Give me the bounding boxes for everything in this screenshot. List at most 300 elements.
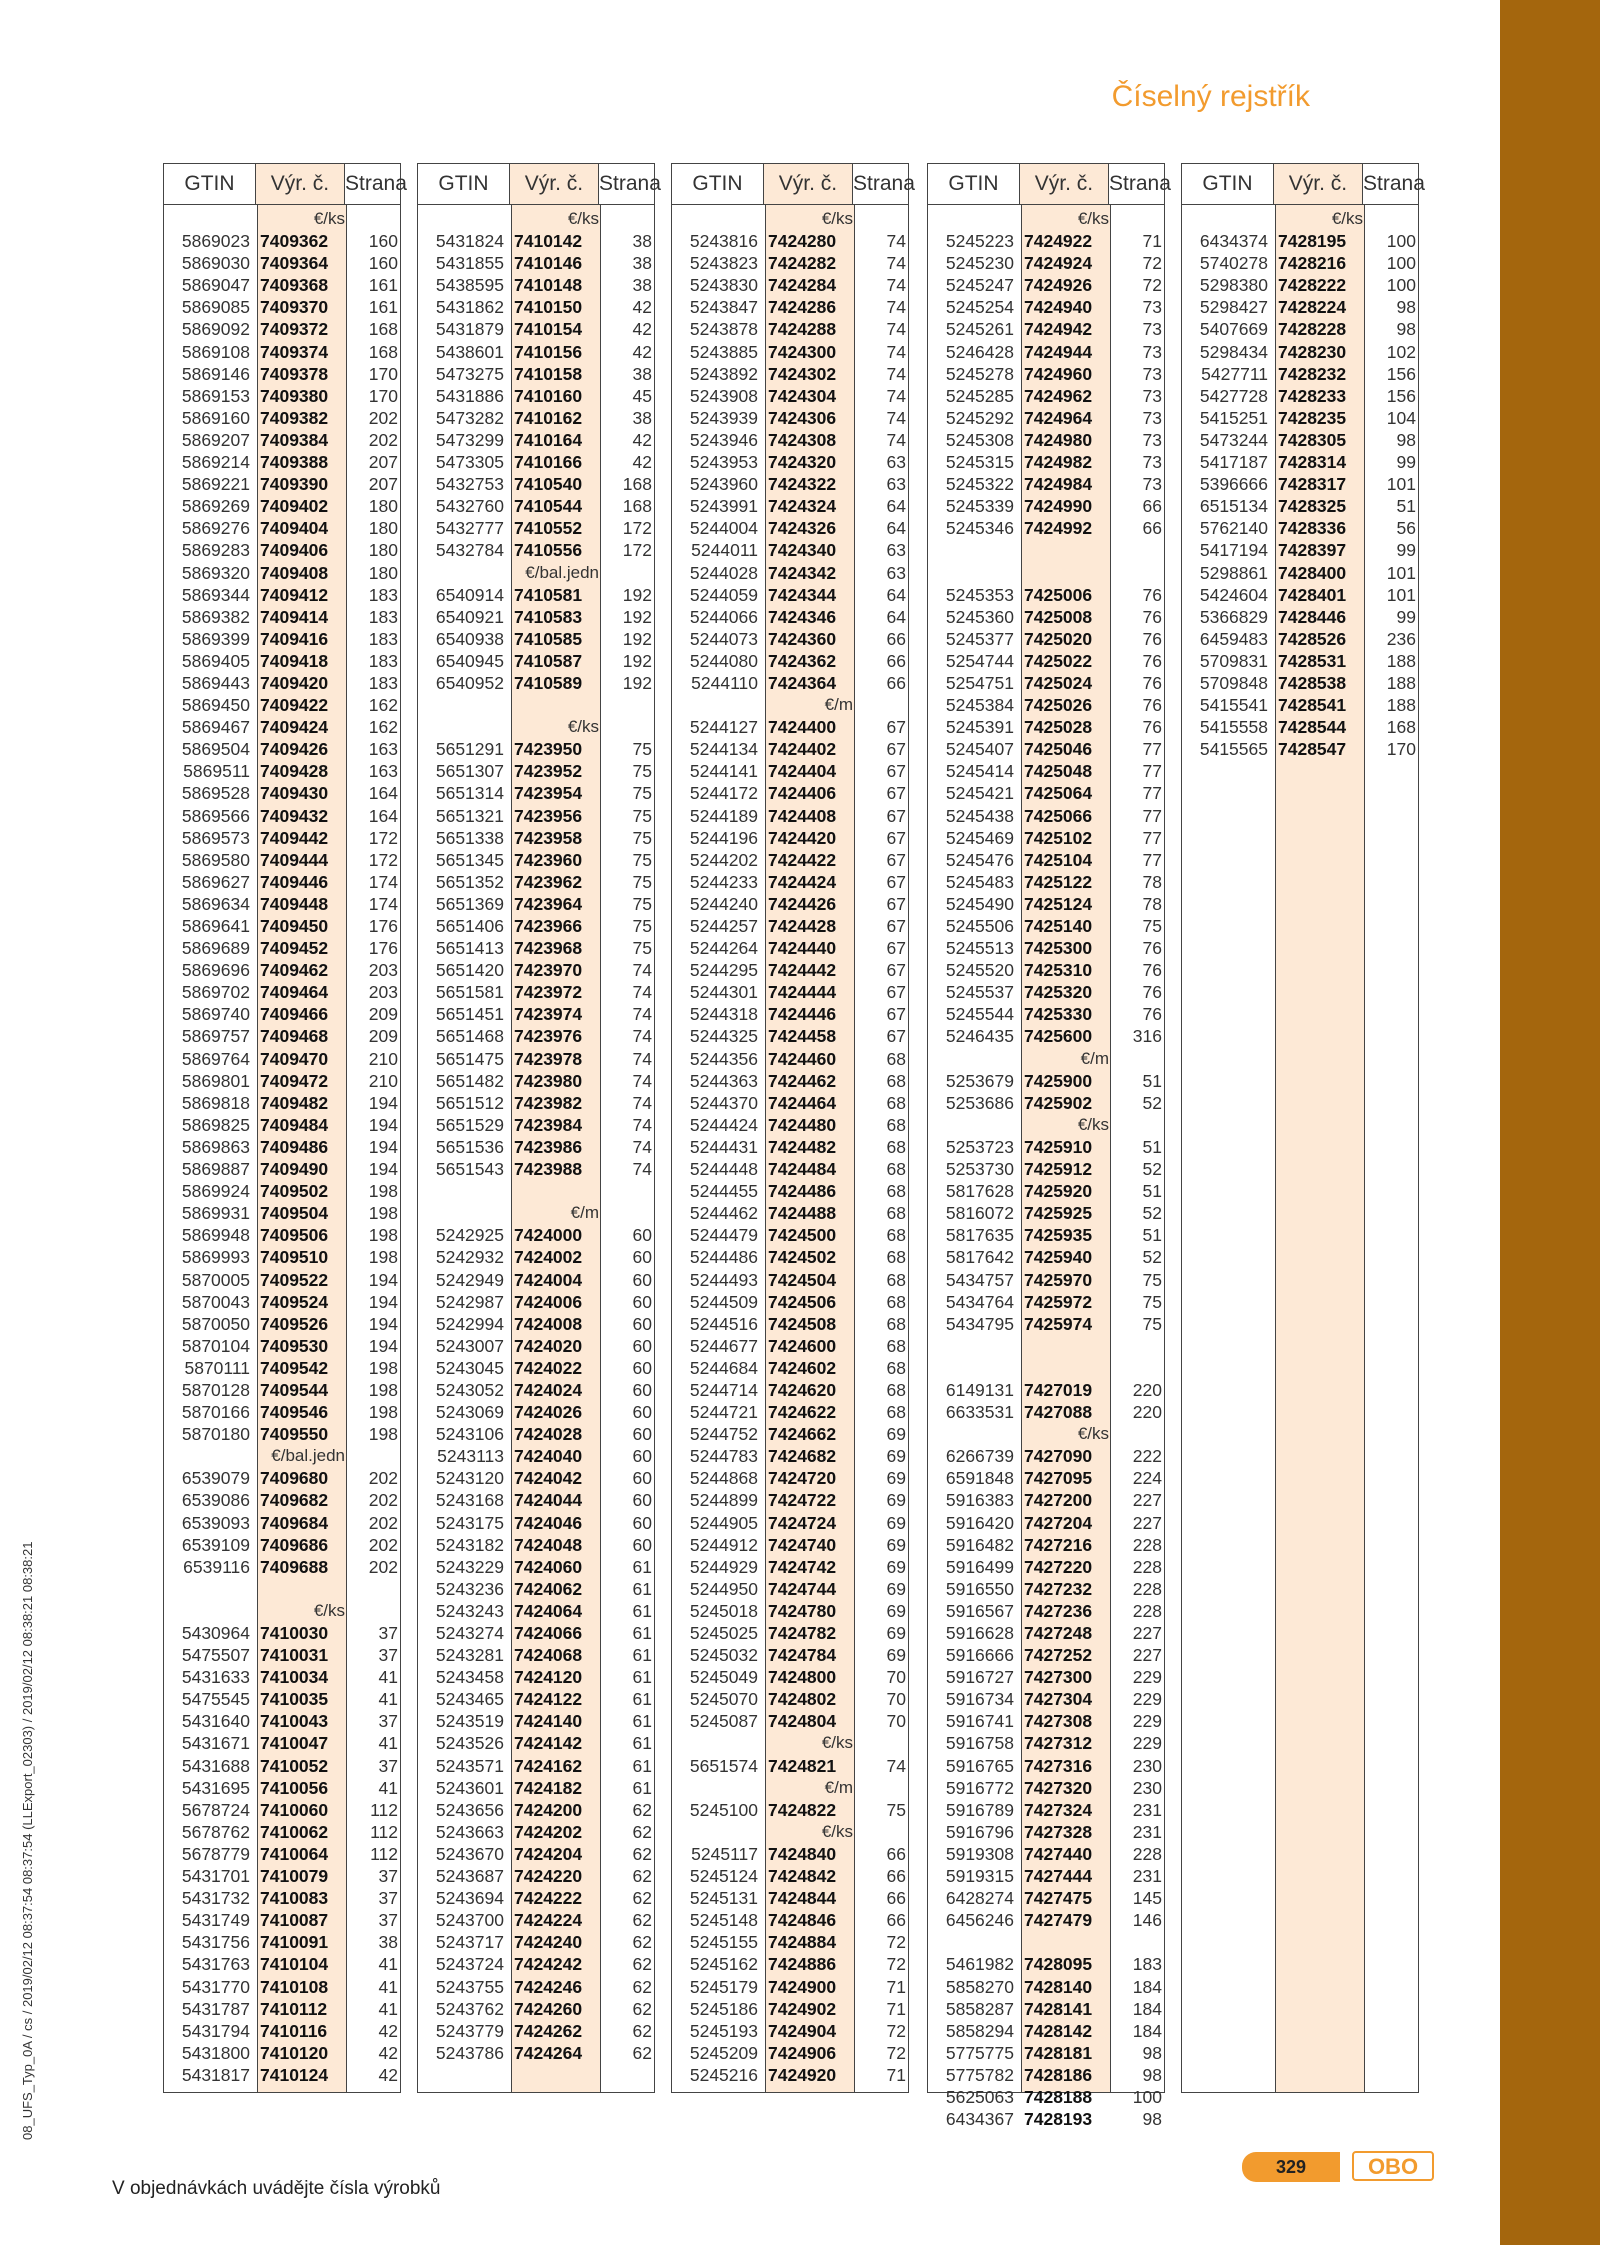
- gtin-cell: 5243519: [435, 1711, 504, 1732]
- gtin-cell: 5651581: [435, 982, 504, 1003]
- item-number-cell: 7409470: [260, 1048, 329, 1069]
- page-cell: 72: [886, 1932, 906, 1953]
- item-number-cell: 7428305: [1278, 429, 1347, 450]
- item-number-cell: 7409462: [260, 960, 329, 981]
- gtin-cell: 5244202: [689, 849, 758, 870]
- table-row: [164, 429, 400, 451]
- table-row: [928, 1467, 1164, 1489]
- table-row: [672, 1180, 908, 1202]
- spacer-row: [928, 539, 1164, 561]
- page-cell: 61: [632, 1578, 652, 1599]
- page-cell: 52: [1142, 1159, 1162, 1180]
- page-cell: 98: [1142, 2064, 1162, 2085]
- page-cell: 68: [886, 1291, 906, 1312]
- page-cell: 69: [886, 1534, 906, 1555]
- table-row: [164, 694, 400, 716]
- page-cell: 75: [632, 849, 652, 870]
- gtin-cell: 5244479: [689, 1225, 758, 1246]
- item-number-cell: [514, 1180, 604, 1202]
- page-cell: 230: [1132, 1777, 1162, 1798]
- table-row: [418, 760, 654, 782]
- gtin-cell: 5869504: [181, 739, 250, 760]
- page-cell: 77: [1142, 805, 1162, 826]
- page-cell: 62: [632, 2042, 652, 2063]
- page-cell: 68: [886, 1136, 906, 1157]
- table-row: [1182, 451, 1418, 473]
- item-number-cell: 7409422: [260, 695, 329, 716]
- gtin-cell: 5242987: [435, 1291, 504, 1312]
- page-cell: 73: [1142, 429, 1162, 450]
- gtin-cell: 5245476: [945, 849, 1014, 870]
- table-row: [672, 296, 908, 318]
- page-cell: 66: [886, 1910, 906, 1931]
- item-number-cell: 7424780: [768, 1600, 837, 1621]
- item-number-cell: 7409414: [260, 606, 329, 627]
- table-row: [928, 1136, 1164, 1158]
- price-unit: €/ks: [1077, 1424, 1109, 1444]
- gtin-cell: 5298380: [1199, 275, 1268, 296]
- item-number-cell: 7425066: [1024, 805, 1093, 826]
- gtin-cell: 5651536: [435, 1136, 504, 1157]
- gtin-cell: 5417187: [1199, 452, 1268, 473]
- gtin-cell: 5869108: [181, 341, 250, 362]
- table-row: [164, 562, 400, 584]
- table-row: [928, 230, 1164, 252]
- gtin-cell: 5651574: [689, 1755, 758, 1776]
- gtin-cell: 5417194: [1199, 540, 1268, 561]
- gtin-cell: 5244233: [689, 871, 758, 892]
- gtin-cell: 5869221: [181, 474, 250, 495]
- item-number-cell: 7425600: [1024, 1026, 1093, 1047]
- gtin-cell: 5245490: [945, 893, 1014, 914]
- gtin-cell: 5475545: [181, 1689, 250, 1710]
- item-number-cell: 7428224: [1278, 297, 1347, 318]
- item-number-cell: 7424846: [768, 1910, 837, 1931]
- gtin-cell: 5254744: [945, 650, 1014, 671]
- gtin-cell: 5245322: [945, 474, 1014, 495]
- table-row: [672, 517, 908, 539]
- gtin-cell: 5245339: [945, 496, 1014, 517]
- gtin-cell: 5243830: [689, 275, 758, 296]
- page-cell: 37: [378, 1888, 398, 1909]
- page-cell: 67: [886, 916, 906, 936]
- gtin-cell: 5244356: [689, 1048, 758, 1069]
- page-cell: 76: [1142, 1004, 1162, 1025]
- item-number-cell: 7424322: [768, 474, 837, 495]
- item-number-cell: 7409402: [260, 496, 329, 517]
- page-cell: 62: [632, 1821, 652, 1842]
- table-row: [418, 385, 654, 407]
- table-row: [928, 1291, 1164, 1313]
- table-row: [418, 1246, 654, 1268]
- page-cell: 60: [632, 1402, 652, 1423]
- item-number-cell: 7424662: [768, 1424, 837, 1445]
- gtin-cell: 5253730: [945, 1159, 1014, 1180]
- gtin-cell: 5245131: [689, 1888, 758, 1909]
- table-row: [418, 1732, 654, 1754]
- gtin-cell: 5245025: [689, 1623, 758, 1643]
- item-number-cell: 7424486: [768, 1181, 837, 1202]
- item-number-cell: 7424900: [768, 1976, 837, 1997]
- spacer-row: [928, 562, 1164, 584]
- spacer-row: [164, 1578, 400, 1600]
- table-row: [672, 1357, 908, 1379]
- item-number-cell: 7425320: [1024, 982, 1093, 1003]
- item-number-cell: 7424840: [768, 1843, 837, 1864]
- page-cell: 69: [886, 1424, 906, 1445]
- gtin-cell: 6540921: [435, 606, 504, 627]
- page-cell: 60: [632, 1379, 652, 1400]
- table-row: [164, 1622, 400, 1644]
- item-number-cell: 7423976: [514, 1026, 583, 1047]
- gtin-cell: 5244301: [689, 982, 758, 1003]
- gtin-cell: 5243687: [435, 1866, 504, 1887]
- page-cell: 100: [1386, 231, 1416, 252]
- item-number-cell: 7409388: [260, 452, 329, 473]
- table-row: [928, 1246, 1164, 1268]
- gtin-cell: 5431695: [181, 1777, 250, 1798]
- page-cell: 76: [1142, 606, 1162, 627]
- table-row: [672, 429, 908, 451]
- item-number-cell: 7428141: [1024, 1998, 1093, 2019]
- page-cell: 62: [632, 1843, 652, 1864]
- page-cell: 68: [886, 1070, 906, 1091]
- page-cell: 194: [368, 1159, 398, 1180]
- item-number-cell: 7424458: [768, 1026, 837, 1047]
- gtin-cell: 5243991: [689, 496, 758, 517]
- gtin-cell: 5870180: [181, 1424, 250, 1445]
- item-number-cell: 7410164: [514, 429, 583, 450]
- gtin-cell: 5869801: [181, 1070, 250, 1091]
- item-number-cell: 7428314: [1278, 452, 1347, 473]
- item-number-cell: 7424602: [768, 1357, 837, 1378]
- price-unit: €/m: [824, 1777, 853, 1797]
- gtin-cell: 5246428: [945, 341, 1014, 362]
- page-cell: 68: [886, 1379, 906, 1400]
- page-cell: 202: [368, 1556, 398, 1577]
- table-row: [418, 1291, 654, 1313]
- item-number-cell: 7423964: [514, 893, 583, 914]
- item-number-cell: 7425310: [1024, 960, 1093, 981]
- gtin-cell: 5916383: [945, 1490, 1014, 1511]
- gtin-cell: 5245223: [945, 231, 1014, 252]
- table-row: [672, 539, 908, 561]
- gtin-cell: 5242925: [435, 1225, 504, 1246]
- item-number-cell: 7409502: [260, 1181, 329, 1202]
- gtin-cell: 6539086: [181, 1490, 250, 1511]
- item-number-cell: 7428186: [1024, 2064, 1093, 2085]
- gtin-cell: 5473275: [435, 363, 504, 384]
- gtin-cell: 5245179: [689, 1976, 758, 1997]
- page-cell: 71: [886, 1998, 906, 2019]
- table-row: [928, 1821, 1164, 1843]
- gtin-cell: 5242949: [435, 1269, 504, 1290]
- page-cell: 41: [378, 1954, 398, 1975]
- table-row: [164, 1489, 400, 1511]
- gtin-cell: 5431862: [435, 297, 504, 318]
- table-row: [928, 1710, 1164, 1732]
- item-number-cell: 7424922: [1024, 231, 1093, 252]
- table-row: [1182, 738, 1418, 760]
- item-number-cell: 7423986: [514, 1136, 583, 1157]
- page-number: 329: [1242, 2152, 1340, 2182]
- spacer-row: [418, 694, 654, 716]
- spacer-row: [928, 1335, 1164, 1357]
- page-cell: 192: [622, 584, 652, 605]
- gtin-cell: 5243229: [435, 1556, 504, 1577]
- price-unit-row: [418, 208, 654, 230]
- gtin-cell: 5244295: [689, 960, 758, 981]
- page-cell: 72: [1142, 275, 1162, 296]
- gtin-cell: [928, 562, 1014, 584]
- page-cell: 60: [632, 1313, 652, 1334]
- table-row: [672, 1048, 908, 1070]
- item-number-cell: 7425925: [1024, 1203, 1093, 1224]
- item-number-cell: 7423988: [514, 1159, 583, 1180]
- gtin-cell: 5869214: [181, 452, 250, 473]
- gtin-cell: 5243113: [437, 1446, 504, 1467]
- page-cell: 70: [886, 1711, 906, 1732]
- item-number-cell: 7428397: [1278, 540, 1347, 561]
- table-row: [928, 606, 1164, 628]
- gtin-cell: 5244080: [689, 650, 758, 671]
- header-page: Strana: [853, 172, 915, 195]
- gtin-cell: 5431732: [181, 1888, 250, 1909]
- gtin-cell: 5869344: [181, 584, 250, 605]
- footer-note: V objednávkách uvádějte čísla výrobků: [112, 2178, 441, 2199]
- gtin-cell: 5245544: [945, 1004, 1014, 1025]
- table-row: [672, 1666, 908, 1688]
- table-row: [672, 318, 908, 340]
- page-cell: 202: [368, 1468, 398, 1489]
- page-cell: 100: [1386, 275, 1416, 296]
- table-row: [164, 981, 400, 1003]
- page-cell: 67: [886, 849, 906, 870]
- gtin-cell: 5245292: [945, 407, 1014, 428]
- gtin-cell: 5245049: [689, 1667, 758, 1688]
- gtin-cell: 5869320: [181, 562, 250, 583]
- item-number-cell: 7428222: [1278, 275, 1347, 296]
- page-cell: 74: [632, 1048, 652, 1069]
- page-cell: 183: [368, 672, 398, 693]
- item-number-cell: 7424482: [768, 1136, 837, 1157]
- price-unit: €/ks: [313, 1600, 345, 1620]
- header-item: Výr. č.: [1273, 164, 1363, 204]
- item-number-cell: 7424300: [768, 341, 837, 362]
- page-cell: 67: [886, 938, 906, 959]
- page-cell: 168: [622, 474, 652, 495]
- table-row: [928, 915, 1164, 937]
- table-row: [418, 915, 654, 937]
- gtin-cell: [164, 1578, 250, 1600]
- gtin-cell: 5916550: [945, 1578, 1014, 1599]
- item-number-cell: 7424962: [1024, 385, 1093, 406]
- gtin-cell: 5651314: [435, 783, 504, 804]
- table-row: [418, 318, 654, 340]
- gtin-cell: 5916482: [945, 1534, 1014, 1555]
- table-row: [418, 495, 654, 517]
- page-cell: 77: [1142, 849, 1162, 870]
- table-row: [928, 1799, 1164, 1821]
- gtin-cell: 5431749: [181, 1910, 250, 1931]
- table-row: [928, 1909, 1164, 1931]
- table-row: [418, 1600, 654, 1622]
- item-number-cell: 7410154: [514, 319, 583, 340]
- item-number-cell: 7424484: [768, 1159, 837, 1180]
- page-cell: 38: [632, 253, 652, 274]
- item-number-cell: 7409542: [260, 1357, 329, 1378]
- item-number-cell: 7424426: [768, 893, 837, 914]
- gtin-cell: 5243717: [435, 1932, 504, 1953]
- page-cell: 176: [368, 916, 398, 936]
- gtin-cell: 5245032: [689, 1645, 758, 1666]
- item-number-cell: 7410142: [514, 231, 583, 252]
- table-row: [164, 1224, 400, 1246]
- gtin-cell: 5869207: [181, 429, 250, 450]
- table-row: [418, 1445, 654, 1467]
- table-row: [672, 672, 908, 694]
- item-number-cell: 7424260: [514, 1998, 583, 2019]
- item-number-cell: 7424264: [514, 2042, 583, 2063]
- table-row: [164, 1953, 400, 1975]
- gtin-cell: 5869283: [181, 540, 250, 561]
- gtin-cell: 5245360: [945, 606, 1014, 627]
- item-number-cell: 7427324: [1024, 1799, 1093, 1820]
- page-cell: 70: [886, 1689, 906, 1710]
- item-number-cell: 7424502: [768, 1247, 837, 1268]
- table-row: [672, 274, 908, 296]
- table-row: [928, 871, 1164, 893]
- gtin-cell: 5244783: [689, 1446, 758, 1467]
- item-number-cell: 7425140: [1024, 916, 1093, 936]
- gtin-cell: 5916734: [945, 1689, 1014, 1710]
- page-cell: 61: [632, 1777, 652, 1798]
- page-cell: 184: [1132, 1998, 1162, 2019]
- page-cell: 180: [368, 540, 398, 561]
- gtin-cell: 5243694: [435, 1888, 504, 1909]
- gtin-cell: 5869696: [181, 960, 250, 981]
- table-row: [672, 760, 908, 782]
- item-number-cell: 7424320: [768, 452, 837, 473]
- page-cell: 224: [1132, 1468, 1162, 1489]
- gtin-cell: 5243816: [689, 231, 758, 252]
- gtin-cell: 5431770: [181, 1976, 250, 1997]
- table-row: [672, 1688, 908, 1710]
- page-cell: 62: [632, 1976, 652, 1997]
- gtin-cell: 5243052: [435, 1379, 504, 1400]
- gtin-cell: 5869528: [181, 783, 250, 804]
- table-row: [672, 473, 908, 495]
- item-number-cell: 7424724: [768, 1512, 837, 1533]
- table-row: [1182, 274, 1418, 296]
- gtin-cell: 5625063: [945, 2086, 1014, 2107]
- page-cell: [604, 694, 652, 716]
- table-row: [928, 1777, 1164, 1799]
- gtin-cell: 5244677: [689, 1335, 758, 1356]
- page-cell: 75: [886, 1799, 906, 1820]
- price-unit-row: [164, 1445, 400, 1467]
- gtin-cell: 5869566: [181, 805, 250, 826]
- gtin-cell: 5244752: [689, 1424, 758, 1445]
- page-cell: 42: [632, 452, 652, 473]
- gtin-cell: 5432760: [435, 496, 504, 517]
- table-row: [164, 1136, 400, 1158]
- gtin-cell: 5709848: [1199, 672, 1268, 693]
- column-header: [1182, 164, 1425, 205]
- page-cell: 76: [1142, 960, 1162, 981]
- table-row: [928, 495, 1164, 517]
- item-number-cell: 7424500: [768, 1225, 837, 1246]
- item-number-cell: 7427440: [1024, 1843, 1093, 1864]
- gtin-cell: 5243168: [435, 1490, 504, 1511]
- page-cell: 74: [886, 253, 906, 274]
- item-number-cell: 7410056: [260, 1777, 329, 1798]
- table-row: [928, 893, 1164, 915]
- item-number-cell: 7409510: [260, 1247, 329, 1268]
- page-cell: 61: [632, 1755, 652, 1776]
- gtin-cell: 5870050: [181, 1313, 250, 1334]
- table-row: [418, 252, 654, 274]
- gtin-cell: 5244189: [689, 805, 758, 826]
- table-row: [418, 738, 654, 760]
- table-row: [1182, 429, 1418, 451]
- item-number-cell: 7410540: [514, 474, 583, 495]
- gtin-cell: 6633531: [945, 1402, 1014, 1423]
- table-row: [672, 407, 908, 429]
- item-number-cell: 7410166: [514, 452, 583, 473]
- table-row: [418, 1976, 654, 1998]
- item-number-cell: 7425022: [1024, 650, 1093, 671]
- table-row: [164, 473, 400, 495]
- page-cell: 72: [886, 1954, 906, 1975]
- page-cell: 69: [886, 1623, 906, 1643]
- gtin-cell: 5438601: [435, 341, 504, 362]
- item-number-cell: 7424242: [514, 1954, 583, 1975]
- gtin-cell: 5916420: [945, 1512, 1014, 1533]
- gtin-cell: 5432753: [435, 474, 504, 495]
- item-number-cell: 7428446: [1278, 606, 1347, 627]
- gtin-cell: 5434757: [945, 1269, 1014, 1290]
- item-number-cell: 7424620: [768, 1379, 837, 1400]
- item-number-cell: 7424288: [768, 319, 837, 340]
- table-row: [418, 628, 654, 650]
- gtin-cell: 5869276: [181, 518, 250, 539]
- item-number-cell: 7425028: [1024, 717, 1093, 738]
- table-row: [672, 1976, 908, 1998]
- gtin-cell: 5407669: [1199, 319, 1268, 340]
- page-cell: 74: [632, 1070, 652, 1091]
- gtin-cell: 5869641: [181, 916, 250, 936]
- table-row: [928, 1269, 1164, 1291]
- item-number-cell: 7424842: [768, 1866, 837, 1887]
- gtin-cell: 5869269: [181, 496, 250, 517]
- page-cell: 183: [1132, 1954, 1162, 1975]
- item-number-cell: 7424920: [768, 2064, 837, 2085]
- gtin-cell: 5858287: [945, 1998, 1014, 2019]
- table-row: [418, 1777, 654, 1799]
- item-number-cell: 7427328: [1024, 1821, 1093, 1842]
- gtin-cell: 5431794: [181, 2020, 250, 2041]
- gtin-cell: 5245483: [945, 871, 1014, 892]
- table-row: [928, 1865, 1164, 1887]
- table-row: [164, 1843, 400, 1865]
- page-cell: 98: [1142, 2109, 1162, 2130]
- gtin-cell: 5243724: [435, 1954, 504, 1975]
- gtin-cell: 5245117: [691, 1843, 758, 1864]
- item-number-cell: 7409472: [260, 1070, 329, 1091]
- table-row: [672, 1799, 908, 1821]
- item-number-cell: 7424884: [768, 1932, 837, 1953]
